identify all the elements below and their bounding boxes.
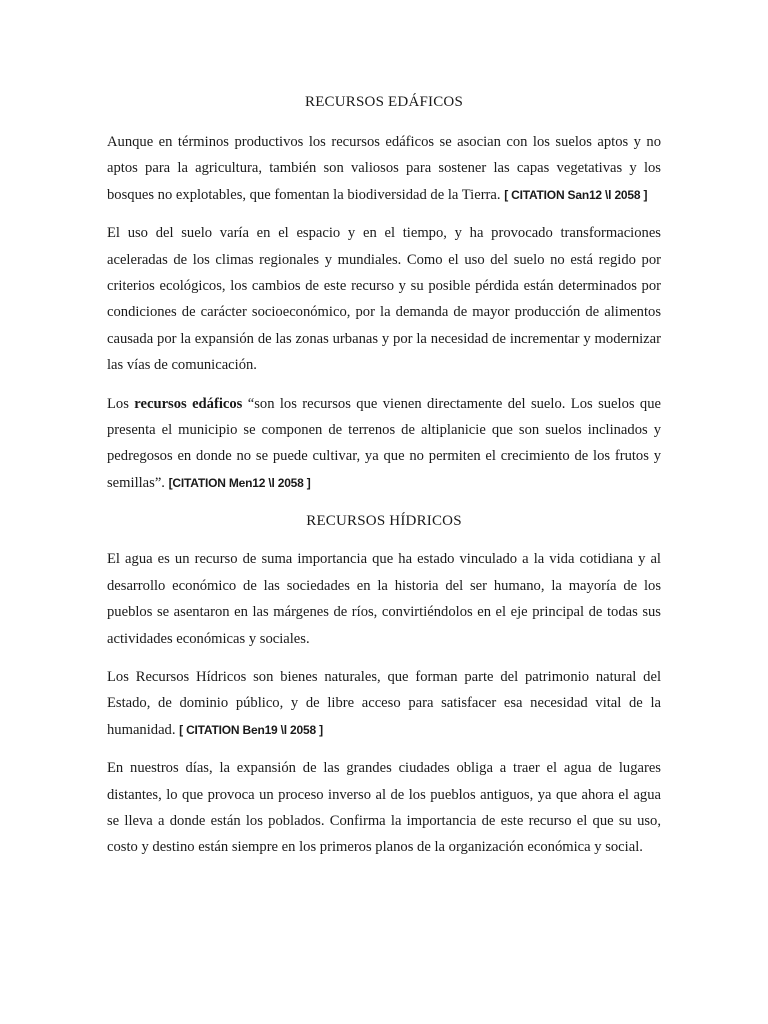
paragraph-edaficos-intro bbox=[107, 129, 661, 208]
paragraph-text: El agua es un recurso de suma importancia que ha estado vinculado a la vida cotidiana y al desarrollo económico de las sociedades en la historia del ser humano, la mayoría de los pueblos se asentaron en las márgenes de ríos, convirtiéndolos en el eje principal de todas sus actividades económicas y sociales. bbox=[107, 551, 661, 647]
document-page bbox=[107, 89, 661, 873]
paragraph-expansion-ciudades bbox=[107, 755, 661, 861]
citation-field: [ CITATION San12 \l 2058 ] bbox=[504, 187, 648, 202]
section-heading-recursos-hidricos: RECURSOS HÍDRICOS bbox=[306, 513, 462, 530]
paragraph-agua-importancia bbox=[107, 546, 661, 652]
bold-term: recursos edáficos bbox=[134, 395, 243, 412]
section-heading-recursos-edaficos: RECURSOS EDÁFICOS bbox=[304, 94, 464, 110]
paragraph-recursos-edaficos-definition bbox=[107, 391, 661, 497]
paragraph-text: “son los recursos que vienen directamente del suelo. Los suelos que presenta el municipio se componen de terrenos de altiplanicie que son suelos inclinados y pedregosos en donde no se puede cultivar, ya que no permiten el crecimiento de los frutos y semillas”. bbox=[107, 395, 662, 491]
paragraph-recursos-hidricos-definition bbox=[107, 664, 661, 743]
paragraph-text: Aunque en términos productivos los recursos edáficos se asocian con los suelos aptos y no aptos para la agricultura, también son valiosos para sostener las capas vegetativas y los bosques no explotables, que fomentan la biodiversidad de la Tierra. bbox=[107, 134, 661, 203]
citation-field: [ CITATION Ben19 \l 2058 ] bbox=[179, 722, 323, 737]
paragraph-text: El uso del suelo varía en el espacio y en el tiempo, y ha provocado transformaciones aceleradas de los climas regionales y mundiales. Como el uso del suelo no está regido por criterios ecológicos, los cambios de este recurso y su posible pérdida están determinados por condiciones de carácter socioeconómico, por la demanda de mayor producción de alimentos causada por la expansión de las zonas urbanas y por la necesidad de incrementar y modernizar las vías de comunicación. bbox=[107, 225, 661, 374]
paragraph-lead: Los bbox=[107, 395, 129, 412]
paragraph-text: En nuestros días, la expansión de las grandes ciudades obliga a traer el agua de lugares distantes, lo que provoca un proceso inverso al de los pueblos antiguos, ya que ahora el agua se lleva a donde están los poblados. Confirma la importancia de este recurso el que su uso, costo y destino están siempre en los primeros planos de la organización económica y social. bbox=[107, 760, 661, 856]
paragraph-text: Los Recursos Hídricos son bienes naturales, que forman parte del patrimonio natural del Estado, de dominio público, y de libre acceso para satisfacer esa necesidad vital de la humanidad. bbox=[107, 668, 661, 738]
paragraph-uso-del-suelo bbox=[107, 220, 661, 378]
citation-field: [CITATION Men12 \l 2058 ] bbox=[168, 475, 311, 490]
